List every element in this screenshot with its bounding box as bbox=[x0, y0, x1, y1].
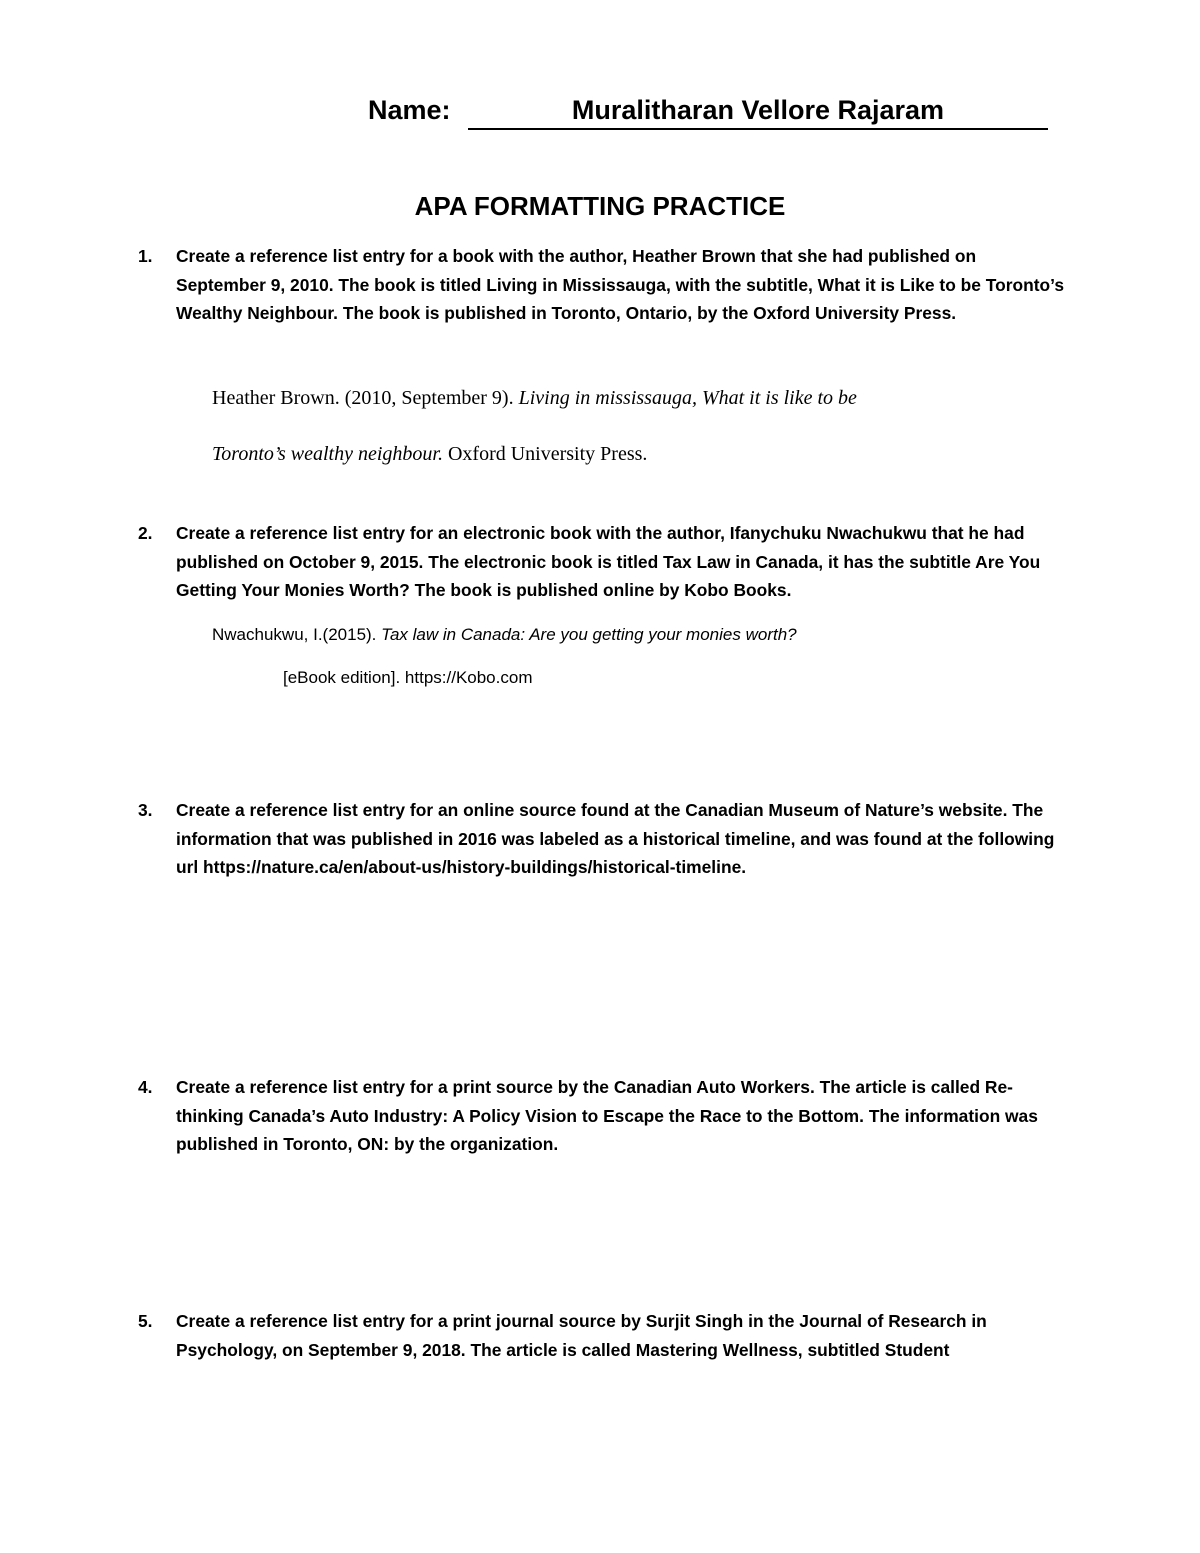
answer-1-line-2 bbox=[212, 426, 1032, 482]
question-1 bbox=[138, 242, 1068, 328]
question-number: 4. bbox=[138, 1077, 153, 1097]
question-text: Create a reference list entry for an electronic book with the author, Ifanychuku Nwachukwu that he had published on October 9, 2015. The electronic book is titled Tax Law in Canada, it has the subtitle Are You Getting Your Monies Worth? The book is published online by Kobo Books. bbox=[176, 523, 1041, 601]
name-label: Name: bbox=[368, 95, 451, 125]
answer-1-title-cont: Toronto’s wealthy neighbour. bbox=[212, 443, 443, 465]
question-3 bbox=[138, 796, 1068, 882]
question-text: Create a reference list entry for a print source by the Canadian Auto Workers. The article is called Re-thinking Canada’s Auto Industry: A Policy Vision to Escape the Race to the Bottom. The information was published in Toronto, ON: by the organization. bbox=[176, 1077, 1038, 1155]
answer-2-line-2: [eBook edition]. https://Kobo.com bbox=[283, 668, 533, 687]
name-row bbox=[368, 90, 1048, 130]
answer-2-author-date: Nwachukwu, I.(2015). bbox=[212, 625, 382, 644]
question-5 bbox=[138, 1307, 1068, 1364]
answer-1 bbox=[212, 370, 1032, 482]
name-value: Muralitharan Vellore Rajaram bbox=[468, 90, 1048, 130]
question-text: Create a reference list entry for a print journal source by Surjit Singh in the Journal of Research in Psychology, on September 9, 2018. The article is called Mastering Wellness, subtitled Student bbox=[176, 1311, 987, 1360]
question-number: 3. bbox=[138, 800, 153, 820]
answer-2-line-1 bbox=[212, 623, 1032, 647]
answer-1-publisher: Oxford University Press. bbox=[442, 443, 648, 465]
question-number: 2. bbox=[138, 523, 153, 543]
question-number: 1. bbox=[138, 246, 153, 266]
answer-2-title: Tax law in Canada: Are you getting your monies worth? bbox=[381, 625, 797, 644]
question-4 bbox=[138, 1073, 1068, 1159]
question-text: Create a reference list entry for an online source found at the Canadian Museum of Nature’s website. The information that was published in 2016 was labeled as a historical timeline, and was found at the following url https://nature.ca/en/about-us/history-buildings/historical-timeline. bbox=[176, 800, 1055, 878]
question-text: Create a reference list entry for a book with the author, Heather Brown that she had published on September 9, 2010. The book is titled Living in Mississauga, with the subtitle, What it is Like to be Toronto’s Wealthy Neighbour. The book is published in Toronto, Ontario, by the Oxford University Press. bbox=[176, 246, 1065, 324]
answer-1-author-date: Heather Brown. (2010, September 9). bbox=[212, 387, 519, 409]
question-2 bbox=[138, 519, 1068, 605]
question-number: 5. bbox=[138, 1311, 153, 1331]
answer-1-line-1 bbox=[212, 370, 1032, 426]
page-title: APA FORMATTING PRACTICE bbox=[414, 191, 786, 221]
answer-1-title: Living in mississauga, What it is like to be bbox=[518, 387, 857, 409]
